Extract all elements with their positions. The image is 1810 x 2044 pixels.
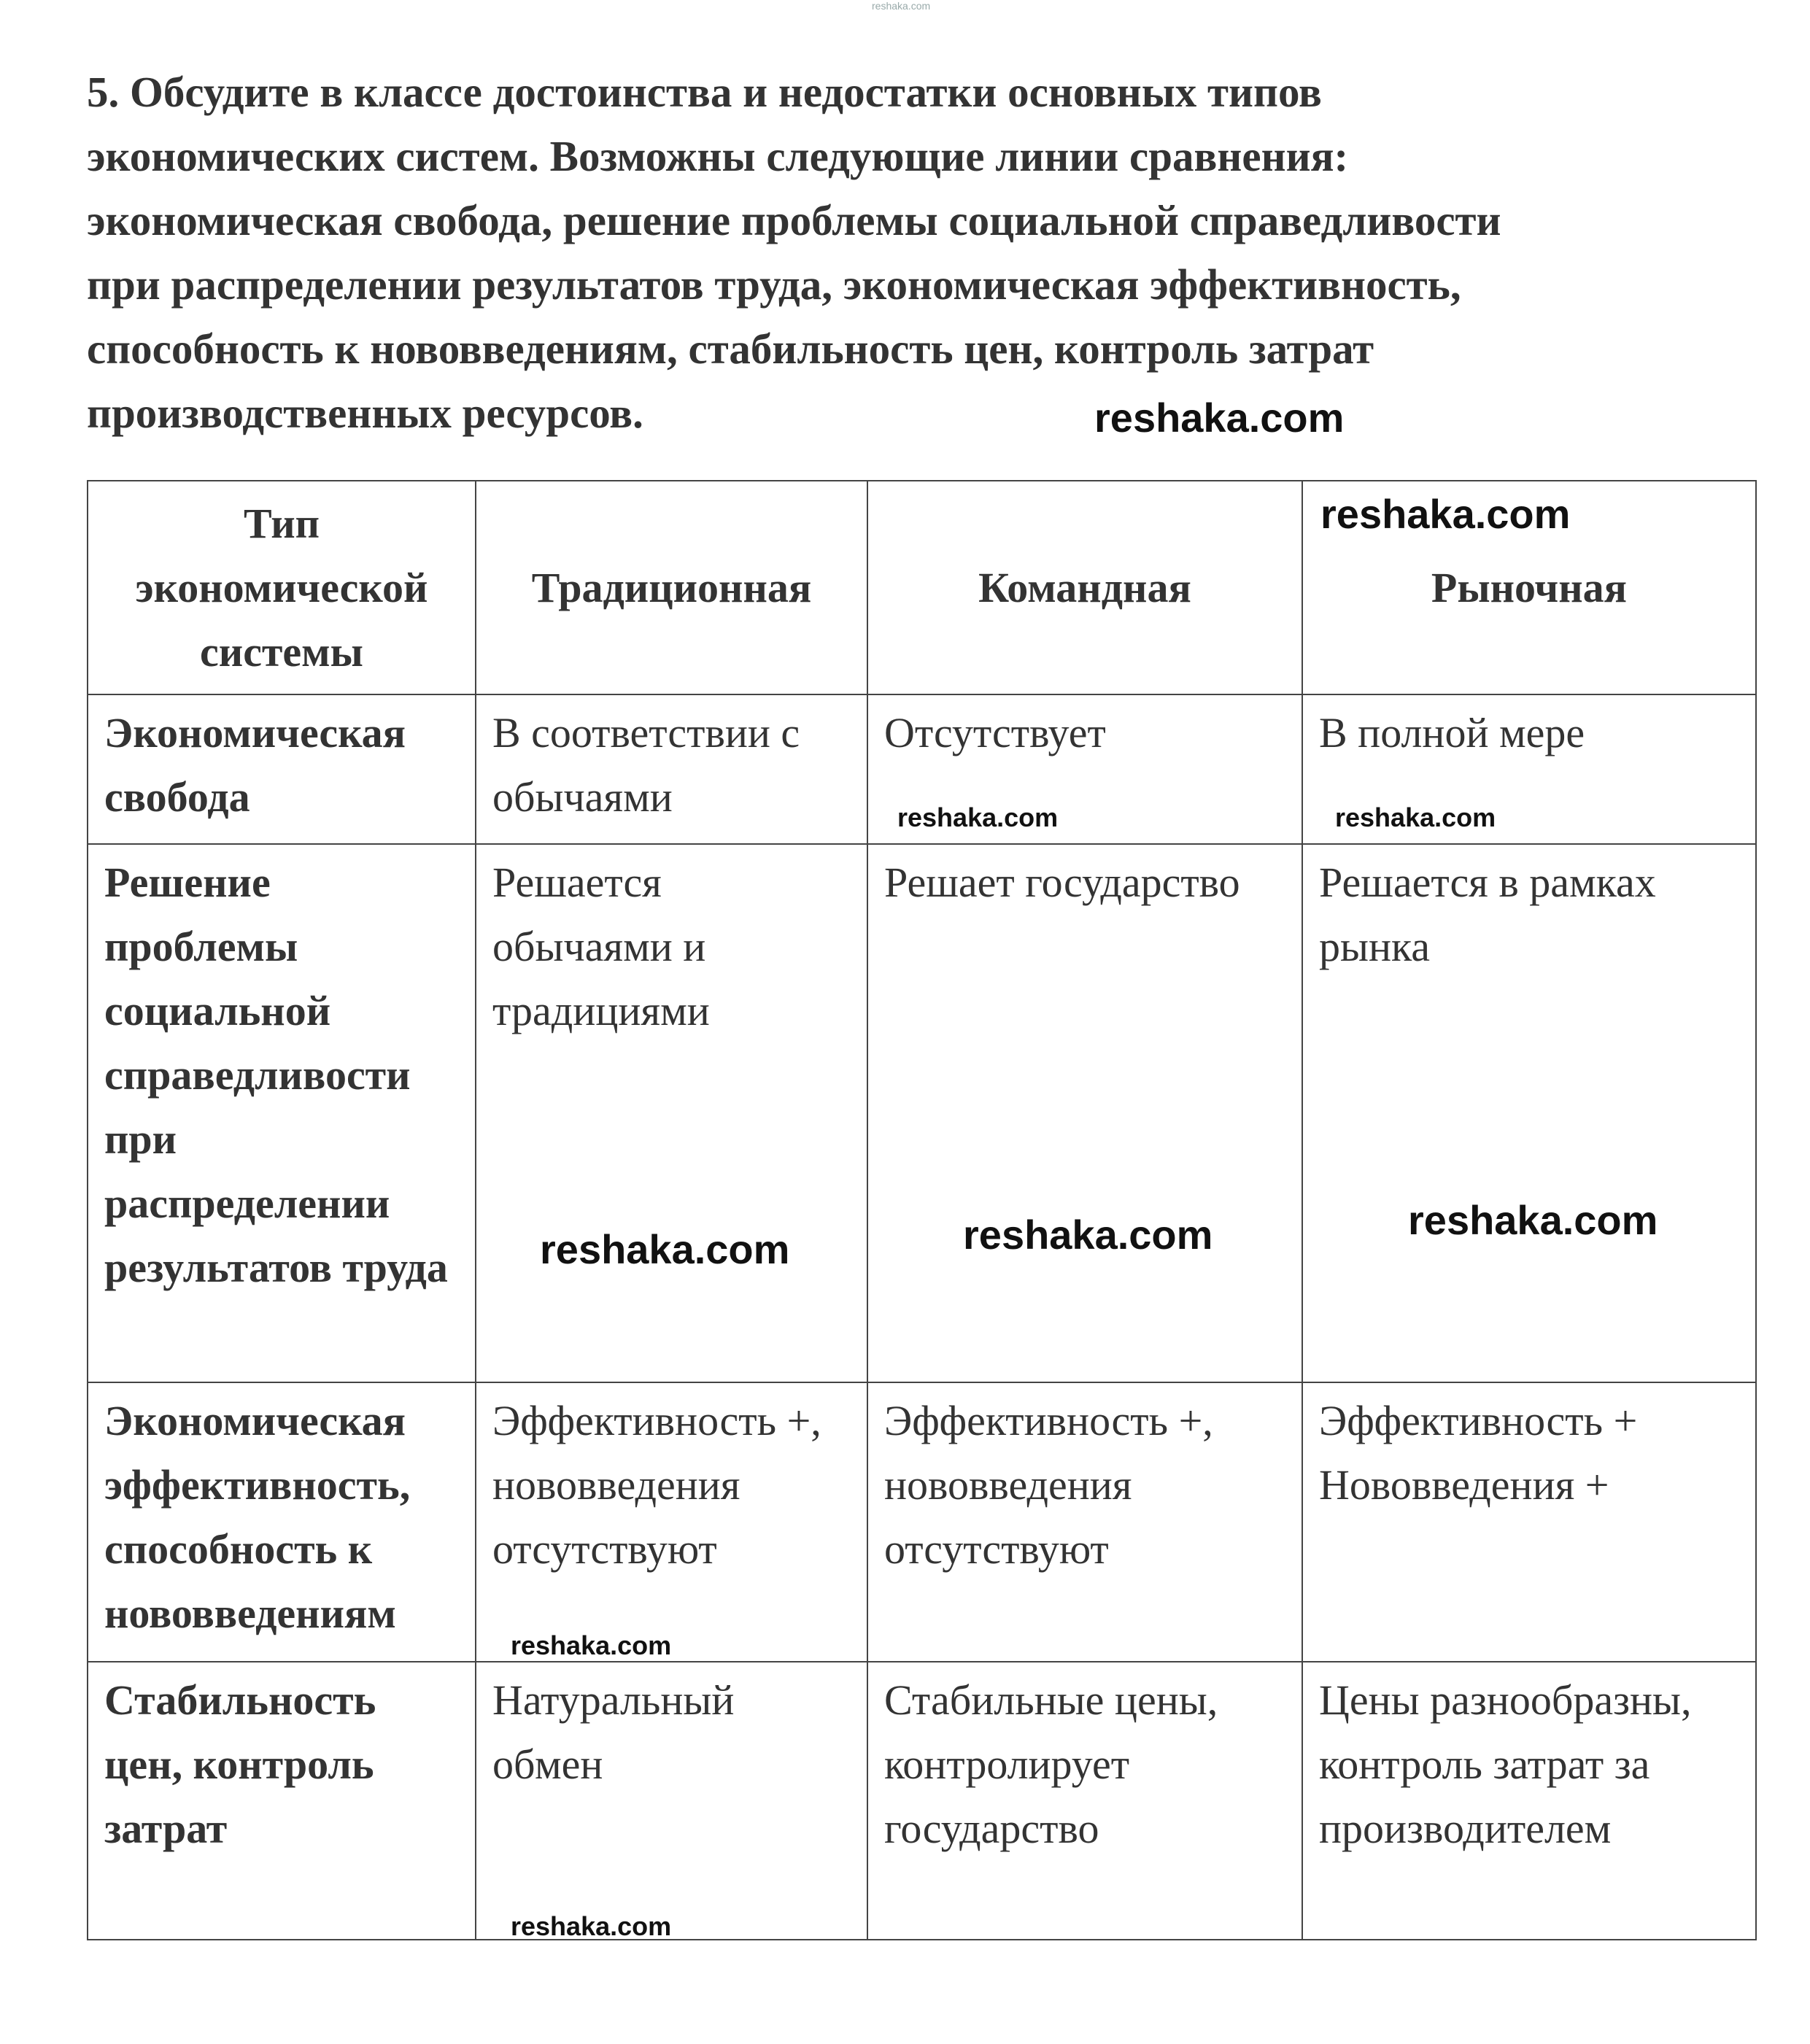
row-criterion: Экономическая свобода xyxy=(88,694,476,844)
table-row xyxy=(88,844,1756,1382)
table-row xyxy=(88,1382,1756,1662)
cell-command: Эффективность +, нововведения отсутствуют xyxy=(867,1382,1302,1662)
watermark: reshaka.com xyxy=(511,1911,672,1941)
heading-line: экономическая свобода, решение проблемы социальной справедливости xyxy=(87,196,1501,244)
heading-line: 5. Обсудите в классе достоинства и недостатки основных типов xyxy=(87,68,1322,116)
cell-traditional: В соответствии с обычаями xyxy=(476,694,867,844)
header-command: Командная xyxy=(867,481,1302,694)
heading-line: при распределении результатов труда, экономическая эффективность, xyxy=(87,260,1461,309)
cell-command: Отсутствует xyxy=(867,694,1302,844)
heading-line: производственных ресурсов. xyxy=(87,389,643,437)
watermark: reshaka.com xyxy=(1408,1197,1658,1243)
header-type: Тип экономической системы xyxy=(88,481,476,694)
watermark: reshaka.com xyxy=(1335,802,1496,832)
task-heading xyxy=(87,60,1765,445)
row-criterion: Решение проблемы социальной справедливости при распределении результатов труда xyxy=(88,844,476,1382)
watermark-top: reshaka.com xyxy=(872,0,931,12)
row-criterion: Стабильность цен, контроль затрат xyxy=(88,1662,476,1940)
cell-traditional: Эффективность +, нововведения отсутствуют xyxy=(476,1382,867,1662)
cell-market: Эффективность + Нововведения + xyxy=(1302,1382,1756,1662)
watermark: reshaka.com xyxy=(897,802,1059,832)
header-market: Рыночная xyxy=(1302,481,1756,694)
watermark: reshaka.com xyxy=(963,1212,1213,1258)
row-criterion: Экономическая эффективность, способность к нововведениям xyxy=(88,1382,476,1662)
header-traditional: Традиционная xyxy=(476,481,867,694)
heading-line: экономических систем. Возможны следующие линии сравнения: xyxy=(87,132,1349,180)
cell-command: Решает государство xyxy=(867,844,1302,1382)
cell-traditional: Натуральный обмен xyxy=(476,1662,867,1940)
watermark: reshaka.com xyxy=(1320,491,1571,537)
watermark: reshaka.com xyxy=(511,1630,672,1660)
cell-traditional: Решается обычаями и традициями xyxy=(476,844,867,1382)
watermark: reshaka.com xyxy=(1094,395,1345,441)
cell-command: Стабильные цены, контролирует государство xyxy=(867,1662,1302,1940)
cell-market: Решается в рамках рынка xyxy=(1302,844,1756,1382)
watermark: reshaka.com xyxy=(540,1226,790,1272)
cell-market: В полной мере xyxy=(1302,694,1756,844)
heading-line: способность к нововведениям, стабильность цен, контроль затрат xyxy=(87,325,1374,373)
cell-market: Цены разнообразны, контроль затрат за производителем xyxy=(1302,1662,1756,1940)
table-row xyxy=(88,1662,1756,1940)
